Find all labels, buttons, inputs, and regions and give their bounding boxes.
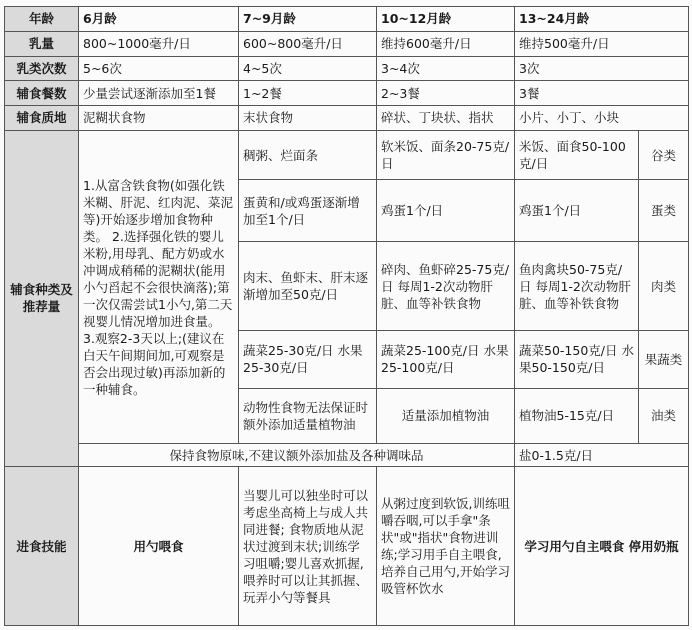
grain-10-12m: 软米饭、面条20-75克/日 xyxy=(377,130,515,180)
meat-13-24m: 鱼肉禽块50-75克/日 每周1-2次动物肝脏、血等补铁食物 xyxy=(515,242,639,331)
grain-category: 谷类 xyxy=(639,130,689,180)
texture-label: 辅食质地 xyxy=(5,106,79,131)
milk-times-label: 乳类次数 xyxy=(5,56,79,81)
meals-7-9m: 1~2餐 xyxy=(239,81,377,106)
milk-times-6m: 5~6次 xyxy=(79,56,239,81)
texture-6m: 泥糊状食物 xyxy=(79,106,239,131)
texture-7-9m: 末状食物 xyxy=(239,106,377,131)
meat-10-12m: 碎肉、鱼虾碎25-75克/日 每周1-2次动物肝脏、血等补铁食物 xyxy=(377,242,515,331)
grain-row xyxy=(5,130,689,180)
meals-6m: 少量尝试逐渐添加至1餐 xyxy=(79,81,239,106)
grain-7-9m: 稠粥、烂面条 xyxy=(239,130,377,180)
egg-category: 蛋类 xyxy=(639,180,689,242)
milk-7-9m: 600~800毫升/日 xyxy=(239,31,377,56)
fruit-veg-category: 果蔬类 xyxy=(639,330,689,388)
meals-13-24m: 3餐 xyxy=(515,81,689,106)
types-6m-text: 1.从富含铁食物(如强化铁米糊、肝泥、红肉泥、菜泥等)开始逐步增加食物种类。 2.选择强化铁的婴儿米粉,用母乳、配方奶或水冲调成稍稀的泥糊状(能用小勺舀起不会很快滴落);第一次仅需尝试1小勺,第二天视婴儿情况增加进食量。 3.观察2-3天以上;(建议在白天午间期间加,可观察是否会出现过敏)再添加新的一种辅食。 xyxy=(79,130,239,444)
salt-note: 保持食物原味,不建议额外添加盐及各种调味品 xyxy=(79,444,515,467)
meat-7-9m: 肉末、鱼虾末、肝末逐渐增加至50克/日 xyxy=(239,242,377,331)
milk-times-10-12m: 3~4次 xyxy=(377,56,515,81)
fruit-veg-10-12m: 蔬菜25-100克/日 水果25-100克/日 xyxy=(377,330,515,388)
texture-10-12m: 碎状、丁块状、指状 xyxy=(377,106,515,131)
col-header-6m: 6月龄 xyxy=(79,7,239,32)
milk-times-7-9m: 4~5次 xyxy=(239,56,377,81)
meat-category: 肉类 xyxy=(639,242,689,331)
salt-13-24m: 盐0-1.5克/日 xyxy=(515,444,689,467)
fruit-veg-13-24m: 蔬菜50-150克/日 水果50-150克/日 xyxy=(515,330,639,388)
skills-row xyxy=(5,467,689,626)
milk-label: 乳量 xyxy=(5,31,79,56)
skills-6m: 用勺喂食 xyxy=(79,467,239,626)
milk-times-13-24m: 3次 xyxy=(515,56,689,81)
egg-7-9m: 蛋黄和/或鸡蛋逐渐增加至1个/日 xyxy=(239,180,377,242)
oil-10-12m: 适量添加植物油 xyxy=(377,388,515,444)
oil-7-9m: 动物性食物无法保证时额外添加适量植物油 xyxy=(239,388,377,444)
col-header-7-9m: 7~9月龄 xyxy=(239,7,377,32)
egg-13-24m: 鸡蛋1个/日 xyxy=(515,180,639,242)
milk-times-row xyxy=(5,56,689,81)
salt-row xyxy=(5,444,689,467)
header-row xyxy=(5,7,689,32)
age-header: 年龄 xyxy=(5,7,79,32)
meals-10-12m: 2~3餐 xyxy=(377,81,515,106)
feeding-guide-table xyxy=(4,6,689,626)
types-label: 辅食种类及推荐量 xyxy=(5,130,79,466)
oil-13-24m: 植物油5-15克/日 xyxy=(515,388,639,444)
egg-10-12m: 鸡蛋1个/日 xyxy=(377,180,515,242)
texture-13-24m: 小片、小丁、小块 xyxy=(515,106,689,131)
texture-row xyxy=(5,106,689,131)
milk-10-12m: 维持600毫升/日 xyxy=(377,31,515,56)
milk-6m: 800~1000毫升/日 xyxy=(79,31,239,56)
oil-category: 油类 xyxy=(639,388,689,444)
milk-13-24m: 维持500毫升/日 xyxy=(515,31,689,56)
meals-label: 辅食餐数 xyxy=(5,81,79,106)
fruit-veg-7-9m: 蔬菜25-30克/日 水果25-30克/日 xyxy=(239,330,377,388)
col-header-13-24m: 13~24月龄 xyxy=(515,7,689,32)
milk-row xyxy=(5,31,689,56)
col-header-10-12m: 10~12月龄 xyxy=(377,7,515,32)
skills-label: 进食技能 xyxy=(5,467,79,626)
skills-13-24m: 学习用勺自主喂食 停用奶瓶 xyxy=(515,467,689,626)
skills-7-9m: 当婴儿可以独坐时可以考虑坐高椅上与成人共同进餐; 食物质地从泥状过渡到末状;训练学习咀嚼;婴儿喜欢抓握,喂养时可以让其抓握、玩弄小勺等餐具 xyxy=(239,467,377,626)
skills-10-12m: 从粥过度到软饭,训练咀嚼吞咽,可以手拿"条状"或"指状"食物进训练;学习用手自主喂食,培养自己用勺,开始学习吸管杯饮水 xyxy=(377,467,515,626)
meals-row xyxy=(5,81,689,106)
grain-13-24m: 米饭、面食50-100克/日 xyxy=(515,130,639,180)
